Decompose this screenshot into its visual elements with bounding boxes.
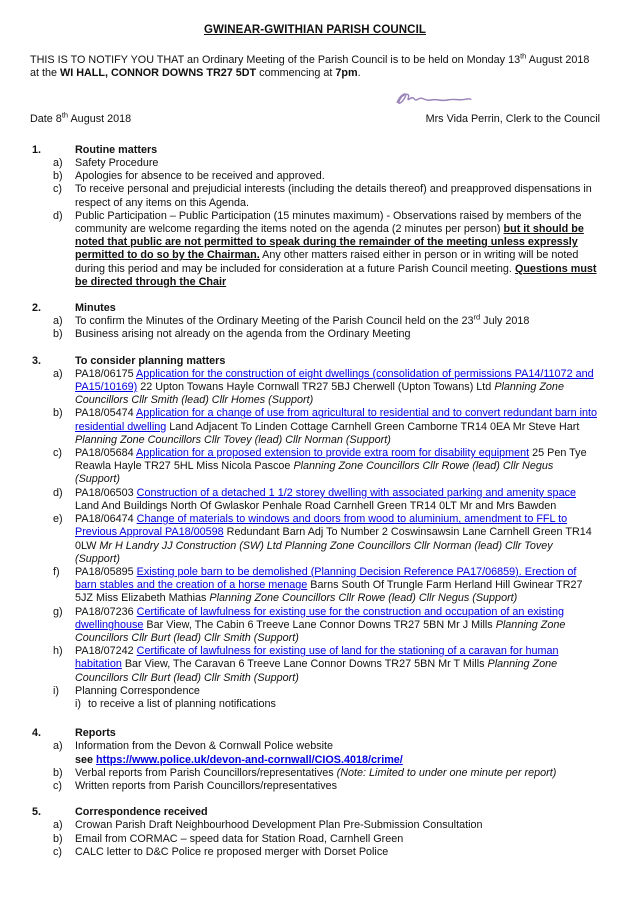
emphasized-rule-text: Questions must be directed through the Chair <box>75 262 597 288</box>
item-label: a) <box>53 157 63 170</box>
item-label: c) <box>53 447 62 460</box>
section-number: 5. <box>32 806 42 819</box>
item-text: To confirm the Minutes of the Ordinary Meeting of the Parish Council held on the 23rd July 2018 <box>75 312 530 328</box>
item-text: Safety Procedure <box>75 157 159 170</box>
planning-zone-councillors: Mr H Landry JJ Construction (SW) Ltd Planning Zone Councillors Cllr Norman (lead) Cllr Tovey (Support) <box>75 539 553 565</box>
section-heading <box>32 144 600 157</box>
planning-zone-councillors: Planning Zone Councillors Cllr Burt (lead) Cllr Smith (Support) <box>75 658 558 684</box>
signature-row <box>30 83 600 113</box>
planning-zone-councillors: Planning Zone Councillors Cllr Rowe (lead) Cllr Negus (Support) <box>209 592 518 605</box>
see-label: see <box>75 753 97 766</box>
agenda-item <box>53 740 600 766</box>
item-text: to receive a list of planning notifications <box>88 697 276 710</box>
section-number: 2. <box>32 302 42 315</box>
notice-paragraph <box>30 51 600 80</box>
planning-item <box>53 513 600 566</box>
item-label: i) <box>53 684 59 697</box>
agenda-item <box>53 846 600 859</box>
item-label: c) <box>53 779 62 792</box>
item-text: PA18/05684 Application for a proposed extension to provide extra room for disability equipment 25 Pen Tye Reawla Hayle TR27 5HL Miss Nicola Pascoe Planning Zone Councillors Cllr Rowe (lead) Cllr Negus (Support) <box>75 447 587 486</box>
agenda-item <box>53 328 600 341</box>
agenda-item <box>53 183 600 209</box>
byline-row <box>30 110 600 126</box>
planning-item <box>53 407 600 447</box>
item-text: Information from the Devon & Cornwall Police website see https://www.police.uk/devon-and-cornwall/CIOS.4018/crime/ <box>75 740 403 766</box>
date-line: Date 8th August 2018 <box>30 110 132 125</box>
ordinal-superscript: th <box>61 110 69 120</box>
agenda-item <box>53 210 600 289</box>
notice-text: . <box>357 67 361 80</box>
planning-zone-councillors: Planning Zone Councillors Cllr Burt (lead) Cllr Smith (Support) <box>75 618 566 644</box>
clerk-name: Mrs Vida Perrin, Clerk to the Council <box>425 112 600 125</box>
item-text: Crowan Parish Draft Neighbourhood Development Plan Pre-Submission Consultation <box>75 819 483 832</box>
planning-item <box>53 645 600 685</box>
agenda-item <box>53 157 600 170</box>
item-text: PA18/07242 Certificate of lawfulness for existing use of land for the stationing of a caravan for human habitation Bar View, The Caravan 6 Treeve Lane Connor Downs TR27 5BN Mr T Mills Planning Zone Councillors Cllr Burt (lead) Cllr Smith (Support) <box>75 645 559 684</box>
application-code: PA18/05895 <box>75 565 137 578</box>
item-label: a) <box>53 740 63 753</box>
section-title: To consider planning matters <box>75 354 226 367</box>
application-code: PA18/07236 <box>75 605 137 618</box>
agenda-item <box>53 685 600 698</box>
planning-item <box>53 487 600 513</box>
item-text: Apologies for absence to be received and approved. <box>75 170 325 183</box>
planning-application-link[interactable]: Application for a proposed extension to provide extra room for disability equipment <box>136 447 530 460</box>
item-label: b) <box>53 832 63 845</box>
meeting-time: 7pm <box>335 67 358 80</box>
item-text: Planning Correspondence <box>75 684 200 697</box>
item-label: f) <box>53 565 60 578</box>
agenda-item <box>53 833 600 846</box>
note-text: (Note: Limited to under one minute per report) <box>336 766 557 779</box>
item-label: b) <box>53 407 63 420</box>
planning-application-link[interactable]: Application for a change of use from agricultural to residential and to convert redundant barn into residential dwelling <box>75 407 597 433</box>
item-text: To receive personal and prejudicial interests (including the details thereof) and preapproved dispensations in respect of any items on this Agenda. <box>75 183 592 209</box>
item-text: PA18/06175 Application for the construction of eight dwellings (consolidation of permissions PA14/11072 and PA15/10169) 22 Upton Towans Hayle Cornwall TR27 5BJ Cherwell (Upton Towans) Ltd Planning Zone Councillors Cllr Smith (lead) Cllr Homes (Support) <box>75 367 594 407</box>
emphasized-rule-text: but it should be noted that public are not permitted to speak during the remainder of the meeting unless expressly permitted to do so by the Chairman. <box>75 223 584 262</box>
section-heading <box>32 727 600 740</box>
section-title: Correspondence received <box>75 806 208 819</box>
item-label: d) <box>53 486 63 499</box>
planning-item <box>53 447 600 487</box>
planning-application-link[interactable]: Existing pole barn to be demolished (Planning Decision Reference PA17/06859). Erection of barn stables and the creation of a horse menage <box>75 565 577 592</box>
planning-item <box>53 368 600 408</box>
planning-zone-councillors: Planning Zone Councillors Cllr Smith (lead) Cllr Homes (Support) <box>75 381 564 407</box>
item-text: Email from CORMAC – speed data for Station Road, Carnhell Green <box>75 832 404 845</box>
ordinal-superscript: th <box>520 51 527 61</box>
agenda-subitem <box>75 698 600 711</box>
item-text: PA18/05895 Existing pole barn to be demolished (Planning Decision Reference PA17/06859). Erection of barn stables and the creation of a horse menage Barns South Of Trungle Farm Herland Hill Gwinear TR27 5JZ Miss Elizabeth Mathias Planning Zone Councillors Cllr Rowe (lead) Cllr Negus (Support) <box>75 565 583 605</box>
planning-application-link[interactable]: Certificate of lawfulness for existing use of land for the stationing of a caravan for human habitation <box>75 645 559 671</box>
section-planning-matters <box>30 355 600 711</box>
agenda-item <box>53 312 600 328</box>
application-code: PA18/05684 <box>75 447 137 460</box>
agenda-item <box>53 819 600 832</box>
section-heading <box>32 355 600 368</box>
planning-application-link[interactable]: Certificate of lawfulness for existing use for the construction and occupation of an existing dwellinghouse <box>75 605 564 631</box>
application-code: PA18/06503 <box>75 486 137 499</box>
ordinal-superscript: rd <box>473 312 481 322</box>
planning-zone-councillors: Planning Zone Councillors Cllr Tovey (lead) Cllr Norman (Support) <box>75 433 391 446</box>
item-label: a) <box>53 367 63 380</box>
signature-image <box>386 87 474 113</box>
section-number: 1. <box>32 143 42 156</box>
item-text: PA18/06474 Change of materials to windows and doors from wood to aluminium, amendment to FFL to Previous Approval PA18/00598 Redundant Barn Adj To Number 2 Coswinsawsin Lane Carnhell Green TR14 0LW Mr H Landry JJ Construction (SW) Ltd Planning Zone Councillors Cllr Norman (lead) Cllr Tovey (Support) <box>75 513 592 565</box>
section-title: Routine matters <box>75 143 158 156</box>
application-code: PA18/05474 <box>75 407 137 420</box>
notice-text: THIS IS TO NOTIFY YOU THAT an Ordinary Meeting of the Parish Council is to be held on Monday 13 <box>30 54 521 67</box>
section-title: Reports <box>75 727 116 740</box>
item-text: PA18/06503 Construction of a detached 1 1/2 storey dwelling with associated parking and amenity space Land And Buildings North Of Gwlaskor Penhale Road Carnhell Green TR14 0LT Mr and Mrs Bawden <box>75 486 576 512</box>
item-label: d) <box>53 209 63 222</box>
item-text: Verbal reports from Parish Councillors/representatives (Note: Limited to under one minute per report) <box>75 766 557 779</box>
agenda-item <box>53 767 600 780</box>
item-label: a) <box>53 315 63 328</box>
item-label: a) <box>53 819 63 832</box>
item-label: b) <box>53 170 63 183</box>
item-label: b) <box>53 328 63 341</box>
item-label: c) <box>53 845 62 858</box>
item-text: Written reports from Parish Councillors/representatives <box>75 779 338 792</box>
planning-application-link[interactable]: Change of materials to windows and doors from wood to aluminium, amendment to FFL to Previous Approval PA18/00598 <box>75 513 568 539</box>
section-number: 3. <box>32 354 42 367</box>
application-code: PA18/06474 <box>75 513 137 526</box>
police-crime-url-link[interactable]: https://www.police.uk/devon-and-cornwall/CIOS.4018/crime/ <box>96 753 403 766</box>
item-label: e) <box>53 513 63 526</box>
section-title: Minutes <box>75 302 116 315</box>
notice-text: August 2018 at the <box>30 54 590 80</box>
section-correspondence <box>30 806 600 859</box>
section-heading <box>32 806 600 819</box>
item-label: h) <box>53 645 63 658</box>
item-label: c) <box>53 183 62 196</box>
page-title: GWINEAR-GWITHIAN PARISH COUNCIL <box>203 24 426 36</box>
planning-application-link[interactable]: Application for the construction of eight dwellings (consolidation of permissions PA14/11072 and PA15/10169) <box>75 367 594 394</box>
planning-item <box>53 566 600 606</box>
section-routine-matters <box>30 144 600 289</box>
agenda-item <box>53 170 600 183</box>
item-text: Business arising not already on the agenda from the Ordinary Meeting <box>75 328 411 341</box>
planning-item <box>53 606 600 646</box>
item-text: Public Participation – Public Participation (15 minutes maximum) - Observations raised by members of the community are welcome regarding the items noted on the agenda (2 minutes per person) but it should be noted that public are not permitted to speak during the remainder of the meeting unless expressly permitted to do so by the Chairman. Any other matters raised either in person or in writing will be noted during this period and may be included for consideration at a future Parish Council meeting. Questions must be directed through the Chair <box>75 209 597 288</box>
item-label: i) <box>75 697 81 710</box>
section-number: 4. <box>32 727 42 740</box>
planning-application-link[interactable]: Construction of a detached 1 1/2 storey dwelling with associated parking and amenity space <box>136 486 576 499</box>
item-label: g) <box>53 605 63 618</box>
section-heading <box>32 302 600 315</box>
planning-zone-councillors: Planning Zone Councillors Cllr Rowe (lead) Cllr Negus (Support) <box>75 460 554 486</box>
agenda-item <box>53 780 600 793</box>
section-minutes <box>30 302 600 342</box>
application-code: PA18/07242 <box>75 645 137 658</box>
notice-text: commencing at <box>256 67 336 80</box>
item-text: PA18/05474 Application for a change of use from agricultural to residential and to convert redundant barn into residential dwelling Land Adjacent To Linden Cottage Carnhell Green Camborne TR14 0EA Mr Steve Hart Planning Zone Councillors Cllr Tovey (lead) Cllr Norman (Support) <box>75 407 597 446</box>
venue-text: WI HALL, CONNOR DOWNS TR27 5DT <box>60 67 257 80</box>
application-code: PA18/06175 <box>75 367 137 380</box>
item-text: CALC letter to D&C Police re proposed merger with Dorset Police <box>75 845 389 858</box>
item-text: PA18/07236 Certificate of lawfulness for existing use for the construction and occupation of an existing dwellinghouse Bar View, The Cabin 6 Treeve Lane Connor Downs TR27 5BN Mr J Mills Planning Zone Councillors Cllr Burt (lead) Cllr Smith (Support) <box>75 605 566 644</box>
item-label: b) <box>53 766 63 779</box>
section-reports <box>30 727 600 793</box>
